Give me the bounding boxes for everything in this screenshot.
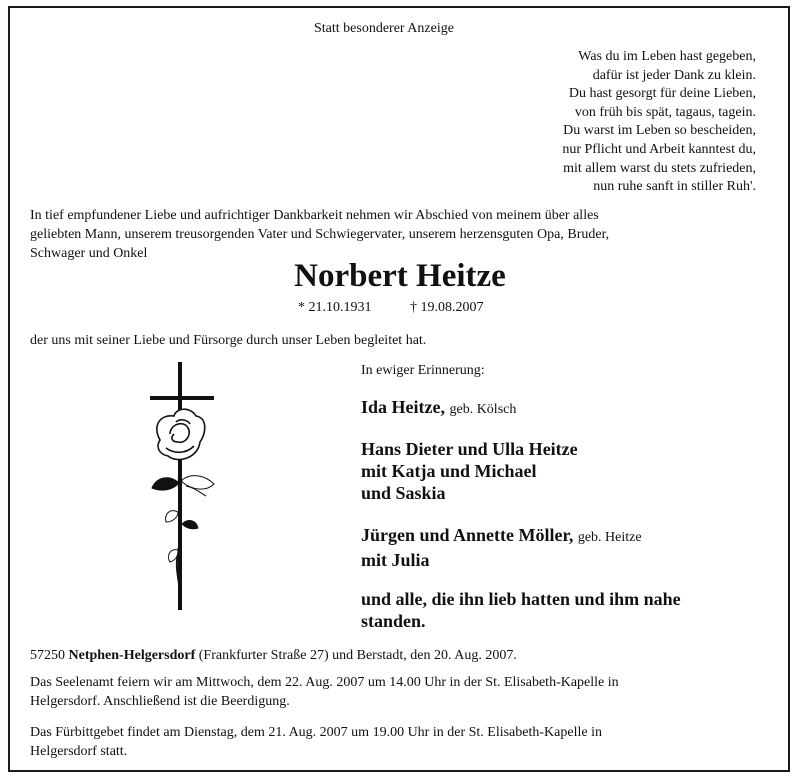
- poem-line: nun ruhe sanft in stiller Ruh'.: [593, 179, 756, 195]
- memory-label: In ewiger Erinnerung:: [361, 363, 485, 378]
- prayer-info: Das Fürbittgebet findet am Dienstag, dem 21. Aug. 2007 um 19.00 Uhr in der St. Elisabeth-Kapelle in Helgersdorf statt.: [30, 725, 602, 759]
- intro-line: geliebten Mann, unserem treusorgenden Vater und Schwiegervater, unserem herzensguten Opa, Bruder,: [30, 227, 610, 242]
- poem-line: von früh bis spät, tagaus, tagein.: [574, 104, 756, 120]
- poem-line: Du hast gesorgt für deine Lieben,: [568, 86, 756, 102]
- mourner-juergen: Jürgen und Annette Möller, geb. Heitze mit Julia: [361, 525, 642, 570]
- service-info: Das Seelenamt feiern wir am Mittwoch, dem 22. Aug. 2007 um 14.00 Uhr in der St. Elisabeth-Kapelle in Helgersdorf. Anschließend ist die Beerdigung.: [30, 675, 619, 709]
- intro-text: [30, 206, 609, 263]
- poem-line: dafür ist jeder Dank zu klein.: [592, 67, 756, 83]
- mourner-ida: Ida Heitze, geb. Kölsch: [361, 397, 517, 417]
- birth-date: * 21.10.1931: [298, 300, 372, 315]
- poem-line: Du warst im Leben so bescheiden,: [563, 123, 756, 139]
- mourner-hans: Hans Dieter und Ulla Heitze mit Katja und Michael und Saskia: [361, 439, 578, 503]
- death-date: † 19.08.2007: [410, 300, 484, 315]
- address-line: 57250 Netphen-Helgersdorf (Frankfurter Straße 27) und Berstadt, den 20. Aug. 2007.: [30, 648, 517, 663]
- poem-line: Was du im Leben hast gegeben,: [578, 49, 756, 64]
- deceased-name: Norbert Heitze: [294, 258, 506, 294]
- poem-line: nur Pflicht und Arbeit kanntest du,: [562, 141, 756, 157]
- poem-line: mit allem warst du stets zufrieden,: [563, 160, 756, 176]
- notice-header: Statt besonderer Anzeige: [314, 21, 454, 36]
- poem: [562, 48, 756, 197]
- cross-rose-icon: [130, 362, 230, 612]
- intro-line: Schwager und Onkel: [30, 246, 148, 261]
- tribute-text: der uns mit seiner Liebe und Fürsorge durch unser Leben begleitet hat.: [30, 333, 427, 348]
- mourner-all: und alle, die ihn lieb hatten und ihm nahe standen.: [361, 589, 681, 631]
- intro-line: In tief empfundener Liebe und aufrichtiger Dankbarkeit nehmen wir Abschied von meinem über alles: [30, 208, 599, 223]
